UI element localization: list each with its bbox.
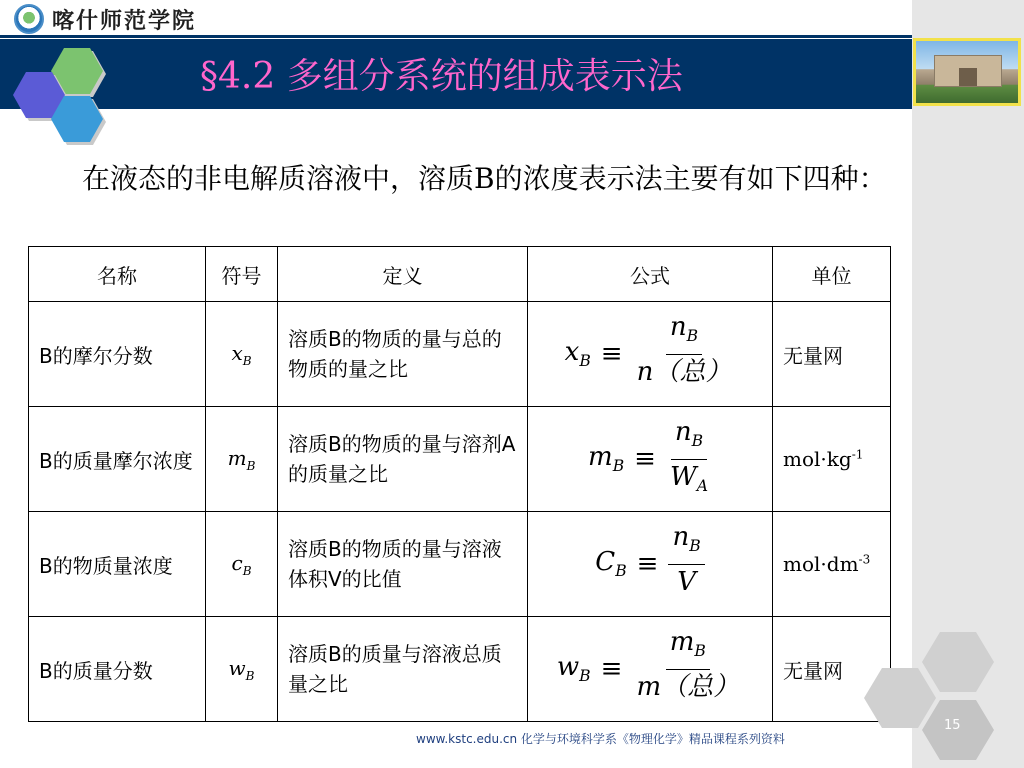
campus-photo [913, 38, 1021, 106]
symbol-main: w [228, 655, 246, 680]
cell-definition: 溶质B的物质的量与溶剂A的质量之比 [278, 407, 528, 512]
formula-op: ≡ [600, 339, 623, 369]
header-top-rule [0, 35, 912, 38]
formula-numerator: $n_B$ [666, 310, 702, 354]
symbol-sub: B [245, 668, 255, 683]
symbol-sub: B [246, 458, 256, 473]
cell-definition: 溶质B的物质的量与溶液体积V的比值 [278, 512, 528, 617]
cell-unit: 无量网 [773, 302, 891, 407]
formula-denominator: $W_A$ [669, 461, 708, 495]
cell-formula [528, 407, 773, 512]
formula-denominator: m（总） [636, 671, 740, 702]
header-unit: 单位 [773, 247, 891, 302]
cell-name: B的物质量浓度 [29, 512, 206, 617]
cell-definition: 溶质B的质量与溶液总质量之比 [278, 617, 528, 722]
formula-denominator: V [677, 566, 696, 597]
cell-formula [528, 512, 773, 617]
formula [595, 520, 704, 607]
school-name: 喀什师范学院 [52, 7, 197, 34]
footer-text: www.kstc.edu.cn 化学与环境科学系《物理化学》精品课程系列资料 [416, 732, 785, 746]
symbol-sub: B [242, 563, 252, 578]
header-formula: 公式 [528, 247, 773, 302]
formula [588, 415, 712, 502]
intro-text: 在液态的非电解质溶液中，溶质B的浓度表示法主要有如下四种： [82, 162, 887, 195]
cell-symbol [206, 407, 278, 512]
table-row [29, 407, 891, 512]
symbol-sub: B [242, 353, 252, 368]
formula-lhs: $x_B$ [564, 337, 591, 371]
formula-numerator: $n_B$ [671, 415, 707, 459]
header-name: 名称 [29, 247, 206, 302]
cell-name: B的质量摩尔浓度 [29, 407, 206, 512]
formula-lhs: $w_B$ [556, 652, 591, 686]
symbol-main: x [231, 340, 243, 365]
formula-lhs: $m_B$ [588, 442, 625, 476]
cell-unit: $mol\cdot dm^{-3}$ [773, 512, 891, 617]
cell-unit: $mol\cdot kg^{-1}$ [773, 407, 891, 512]
cell-definition: 溶质B的物质的量与总的物质的量之比 [278, 302, 528, 407]
formula-fraction [668, 520, 704, 607]
symbol-main: m [227, 445, 247, 470]
cell-symbol [206, 512, 278, 617]
symbol-main: c [231, 550, 243, 575]
formula-fraction [632, 625, 743, 712]
cell-symbol [206, 617, 278, 722]
formula-numerator: $m_B$ [666, 625, 710, 669]
school-logo [14, 4, 196, 34]
header-symbol: 符号 [206, 247, 278, 302]
hexagon-gray [864, 668, 936, 728]
table-row [29, 302, 891, 407]
formula-op: ≡ [600, 654, 623, 684]
header-definition: 定义 [278, 247, 528, 302]
cell-name: B的质量分数 [29, 617, 206, 722]
formula-op: ≡ [634, 444, 656, 474]
page-title: §4.2 多组分系统的组成表示法 [200, 56, 683, 97]
formula [565, 310, 736, 397]
cell-symbol [206, 302, 278, 407]
cell-unit: 无量网 [773, 617, 891, 722]
cell-name: B的摩尔分数 [29, 302, 206, 407]
formula-op: ≡ [636, 549, 659, 579]
formula-numerator: $n_B$ [668, 520, 704, 564]
table-row [29, 617, 891, 722]
page-number: 15 [944, 718, 961, 733]
hexagon-gray [922, 632, 994, 692]
cell-formula [528, 302, 773, 407]
gray-hexagons-decoration [860, 628, 1024, 768]
formula-fraction [666, 415, 712, 502]
formula [557, 625, 743, 712]
table-row [29, 512, 891, 617]
hexagon-cluster-icon [8, 40, 128, 152]
formula-fraction [633, 310, 736, 397]
cell-formula [528, 617, 773, 722]
table-header-row [29, 247, 891, 302]
formula-denominator: n（总） [636, 356, 732, 387]
campus-gate-shape [934, 55, 1002, 87]
school-seal-icon [14, 4, 44, 34]
concentration-table [28, 246, 891, 722]
formula-lhs: $C_B$ [595, 547, 627, 581]
